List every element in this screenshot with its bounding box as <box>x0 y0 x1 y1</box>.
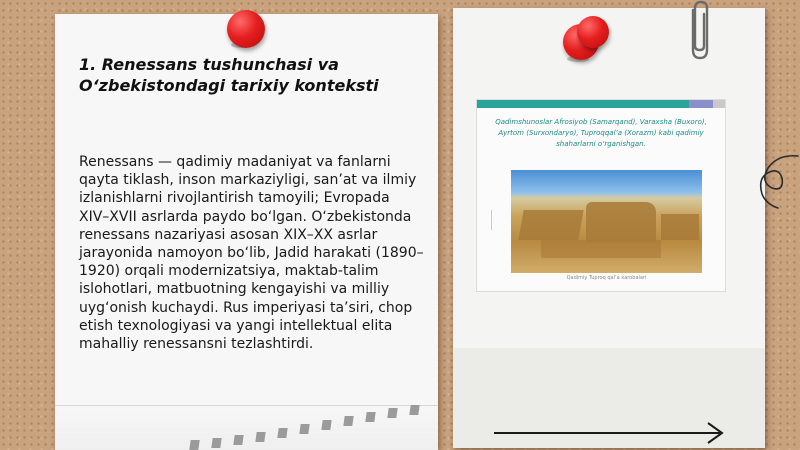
tear-marks <box>190 404 440 450</box>
slide-side-mark <box>491 210 492 230</box>
slide-accent-bar <box>713 100 725 108</box>
arrow-right-icon <box>494 420 726 446</box>
section-title: 1. Renessans tushunchasi va O‘zbekistondagi tarixiy konteksti <box>79 55 379 95</box>
slide-accent-bar <box>689 100 713 108</box>
curl-doodle-icon <box>758 150 800 210</box>
slide-accent-bar <box>477 100 689 108</box>
slide-caption: Qadimshunoslar Afrosiyob (Samarqand), Varaxsha (Buxoro), Ayrtom (Surxondaryo), Tuproqqal’a (Xorazm) kabi qadimiy shaharlarni o‘rganishgan. <box>495 118 707 148</box>
photo-caption: Qadimiy Tuproq qal’a xarobalari <box>566 275 647 281</box>
slide-thumbnail <box>476 99 726 292</box>
body-paragraph: Renessans — qadimiy madaniyat va fanlarni qayta tiklash, inson markaziyligi, san’at va ilmiy izlanishlarni rivojlantirish tamoyili; Evropada XIV–XVII asrlarda paydo bo‘lgan. O‘zbekistonda renessans nazariyasi asosan XIX–XX asrlar jarayonida namoyon bo‘lib, Jadid harakati (1890–1920) orqali modernizatsiya, maktab-talim islohotlari, matbuotning kengayishi va milliy uyg‘onish kuchaydi. Rus imperiyasi ta’siri, chop etish texnologiyasi va yangi intellektual elita mahalliy renessansni tezlashtirdi. <box>79 154 424 353</box>
ancient-ruins-photo <box>511 170 702 273</box>
paper-clip-icon <box>687 0 713 62</box>
